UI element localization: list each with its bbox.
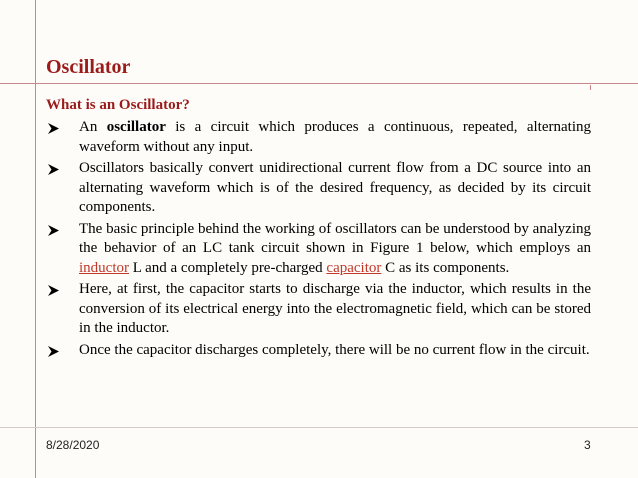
bullet-text-pre: An <box>79 119 107 135</box>
footer-date: 8/28/2020 <box>46 438 100 452</box>
capacitor-link[interactable]: capacitor <box>326 259 382 276</box>
slide-subtitle: What is an Oscillator? <box>46 97 190 113</box>
inductor-link[interactable]: inductor <box>79 259 129 276</box>
arrowhead-bullet-icon <box>48 346 59 357</box>
bullet-item <box>48 118 591 157</box>
bullet-text-post: C as its components. <box>381 259 510 276</box>
page-number: 3 <box>584 438 591 452</box>
arrowhead-bullet-icon <box>48 225 59 236</box>
title-underline-rule <box>0 83 638 84</box>
left-frame-rule <box>35 0 36 478</box>
arrowhead-bullet-icon <box>48 164 59 175</box>
bullet-item <box>48 341 591 361</box>
slide-title: Oscillator <box>46 56 131 78</box>
bullet-item <box>48 220 591 279</box>
rule-tick-mark <box>590 85 591 90</box>
bullet-item <box>48 280 591 339</box>
bullet-text: Oscillators basically convert unidirectional current flow from a DC source into an alternating waveform which is of the desired frequency, as decided by its circuit components. <box>79 160 591 215</box>
bullet-text-post: is a circuit which produces a continuous, repeated, alternating waveform without any input. <box>79 119 591 155</box>
arrowhead-bullet-icon <box>48 123 59 134</box>
arrowhead-bullet-icon <box>48 285 59 296</box>
bullet-list <box>48 118 591 362</box>
bullet-text: Here, at first, the capacitor starts to discharge via the inductor, which results in the conversion of its electrical energy into the electromagnetic field, which can be stored in the inductor. <box>79 281 591 336</box>
bullet-text: Once the capacitor discharges completely, there will be no current flow in the circuit. <box>79 341 590 358</box>
bullet-text-mid: L and a completely pre-charged <box>129 259 327 276</box>
bullet-bold-term: oscillator <box>106 119 166 135</box>
footer-divider-rule <box>0 427 638 428</box>
bullet-item <box>48 159 591 218</box>
bullet-text-pre: The basic principle behind the working of oscillators can be understood by analyzing the behavior of an LC tank circuit shown in Figure 1 below, which employs an <box>79 220 591 256</box>
